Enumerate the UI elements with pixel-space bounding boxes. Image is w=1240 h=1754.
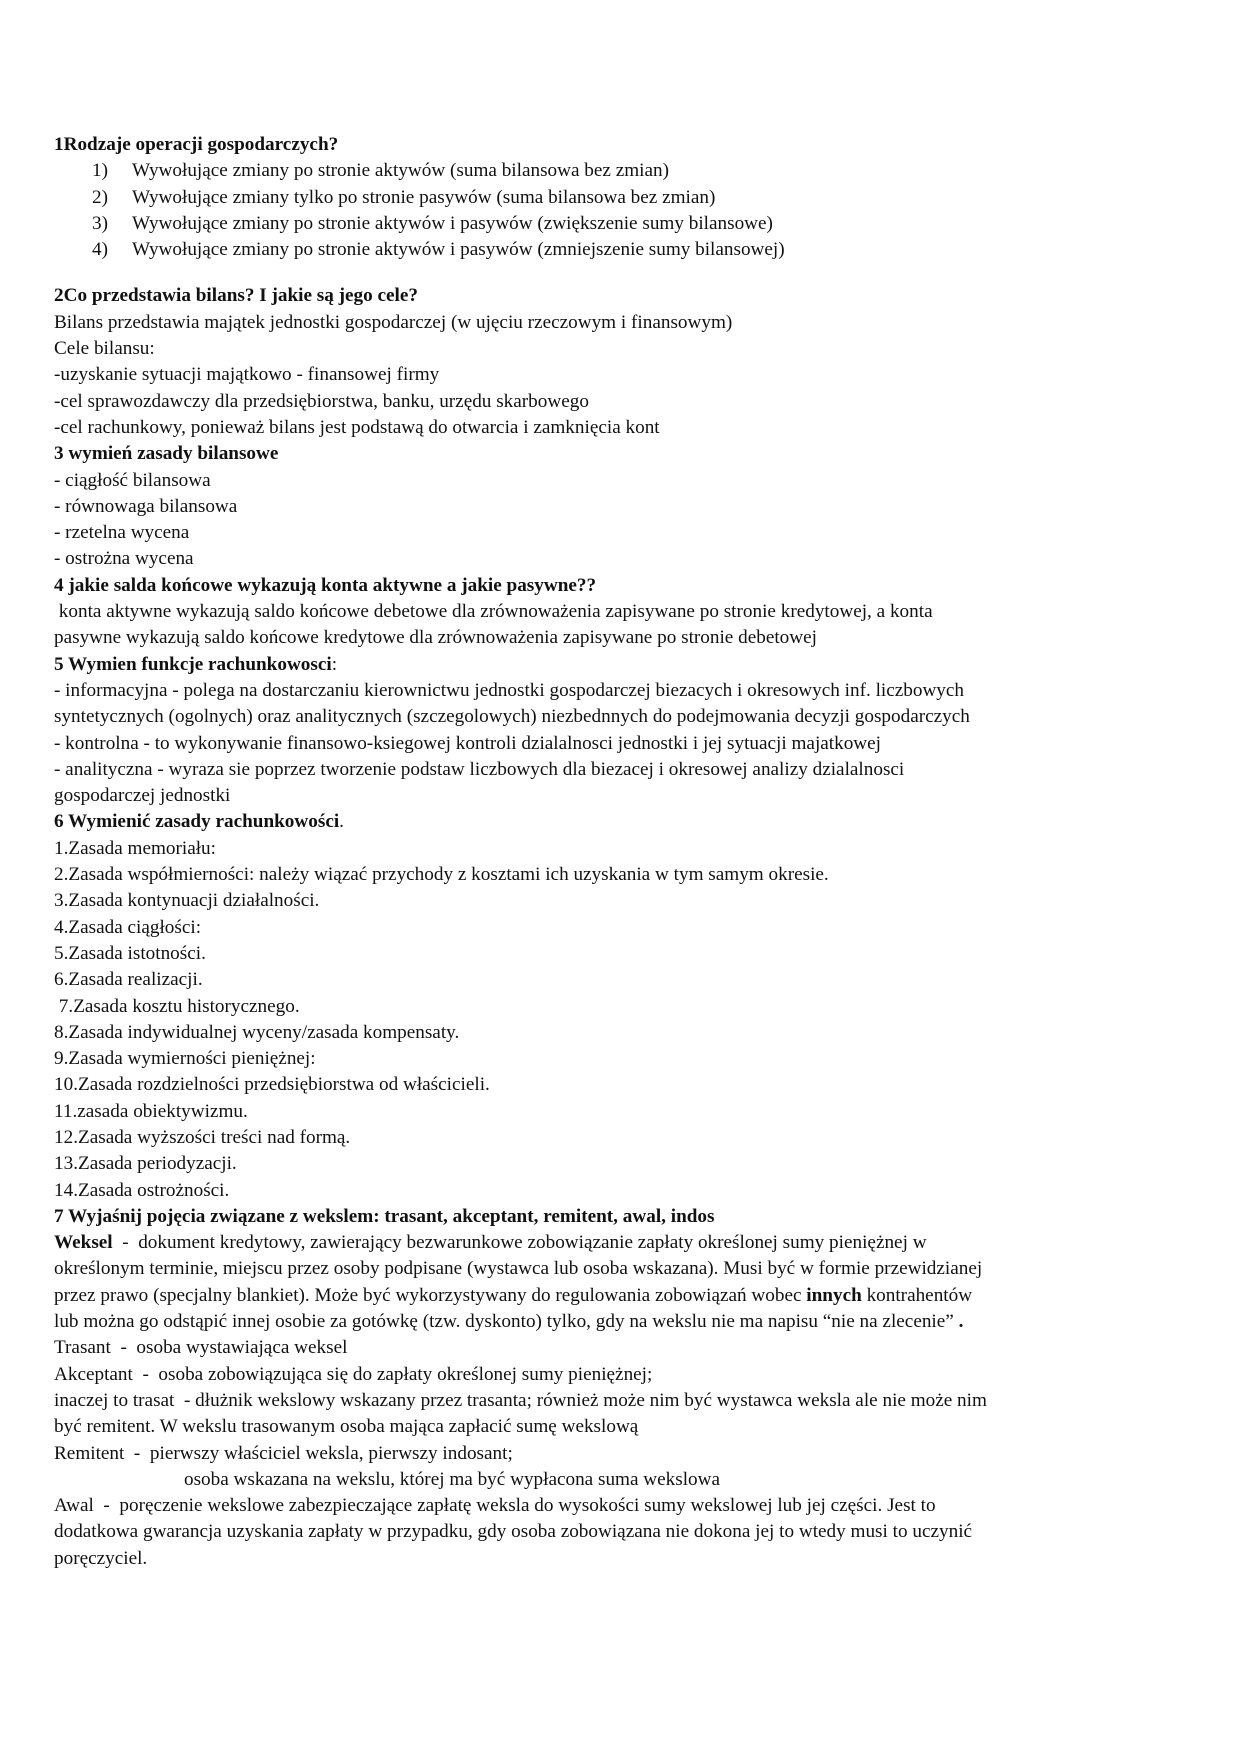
weksel-line-1 xyxy=(54,1230,1184,1256)
list-item: 14.Zasada ostrożności. xyxy=(54,1179,230,1201)
text-line: syntetycznych (ogolnych) oraz analitycznych (szczegolowych) niezbednnych do podejmowania decyzji gospodarczych xyxy=(54,706,970,728)
list-item: 3.Zasada kontynuacji działalności. xyxy=(54,890,320,912)
text-line: - informacyjna - polega na dostarczaniu kierownictwu jednostki gospodarczej biezacych i okresowych inf. liczbowych xyxy=(54,679,965,701)
list-item: 1.Zasada memoriału: xyxy=(54,837,216,859)
section-5-heading-suffix: : xyxy=(331,653,338,675)
section-6-heading xyxy=(54,809,1184,835)
list-item-number: 2) xyxy=(92,186,108,208)
list-item: 10.Zasada rozdzielności przedsiębiorstwa od właścicieli. xyxy=(54,1074,490,1096)
weksel-line-3 xyxy=(54,1283,1184,1309)
text-line: dodatkowa gwarancja uzyskania zapłaty w przypadku, gdy osoba zobowiązana nie dokona jej to wtedy musi to uczynić xyxy=(54,1521,973,1543)
list-item-text: Wywołujące zmiany po stronie aktywów i pasywów (zmniejszenie sumy bilansowej) xyxy=(132,239,785,261)
list-item: 11.zasada obiektywizmu. xyxy=(54,1100,248,1122)
section-4-heading: 4 jakie salda końcowe wykazują konta aktywne a jakie pasywne?? xyxy=(54,574,597,596)
text-line: konta aktywne wykazują saldo końcowe debetowe dla zrównoważenia zapisywane po stronie kredytowej, a konta xyxy=(54,601,933,623)
list-item: 13.Zasada periodyzacji. xyxy=(54,1153,237,1175)
list-item: 5.Zasada istotności. xyxy=(54,942,206,964)
section-5-heading xyxy=(54,652,1184,678)
section-5-heading-text: 5 Wymien funkcje rachunkowosci xyxy=(54,653,332,675)
weksel-last-dot: . xyxy=(958,1311,964,1333)
section-7-heading: 7 Wyjaśnij pojęcia związane z wekslem: trasant, akceptant, remitent, awal, indos xyxy=(54,1205,715,1227)
list-item: 8.Zasada indywidualnej wyceny/zasada kompensaty. xyxy=(54,1021,460,1043)
section-6-heading-suffix: . xyxy=(339,811,344,833)
weksel-bold-word: innych xyxy=(806,1284,862,1306)
list-item xyxy=(54,158,1184,184)
list-item xyxy=(54,237,1184,263)
list-item-number: 3) xyxy=(92,212,108,234)
text-line: inaczej to trasat - dłużnik wekslowy wskazany przez trasanta; również może nim być wystawca weksla ale nie może nim xyxy=(54,1389,987,1411)
list-item: 7.Zasada kosztu historycznego. xyxy=(54,995,300,1017)
text-line: gospodarczej jednostki xyxy=(54,785,231,807)
section-1-list xyxy=(54,158,1184,263)
section-1-heading: 1Rodzaje operacji gospodarczych? xyxy=(54,134,339,155)
text-line: pasywne wykazują saldo końcowe kredytowe dla zrównoważenia zapisywane po stronie debetowej xyxy=(54,627,817,649)
text-line: Akceptant - osoba zobowiązująca się do zapłaty określonej sumy pieniężnej; xyxy=(54,1363,653,1385)
text-line: Bilans przedstawia majątek jednostki gospodarczej (w ujęciu rzeczowym i finansowym) xyxy=(54,311,733,333)
text-line: Cele bilansu: xyxy=(54,338,155,360)
text-line: - równowaga bilansowa xyxy=(54,495,238,517)
list-item-text: Wywołujące zmiany po stronie aktywów (suma bilansowa bez zmian) xyxy=(132,160,669,182)
list-item-text: Wywołujące zmiany tylko po stronie pasywów (suma bilansowa bez zmian) xyxy=(132,186,716,208)
list-item xyxy=(54,211,1184,237)
weksel-line-4 xyxy=(54,1309,1184,1335)
weksel-after-bold: kontrahentów xyxy=(861,1284,973,1306)
weksel-term: Weksel xyxy=(54,1232,113,1254)
text-line: Trasant - osoba wystawiająca weksel xyxy=(54,1337,348,1359)
text-line: - rzetelna wycena xyxy=(54,522,190,544)
text-line: -cel sprawozdawczy dla przedsiębiorstwa, banku, urzędu skarbowego xyxy=(54,390,589,412)
list-item-number: 4) xyxy=(92,239,108,261)
text-line: - ciągłość bilansowa xyxy=(54,469,211,491)
list-item: 2.Zasada współmierności: należy wiązać przychody z kosztami ich uzyskania w tym samym okresie. xyxy=(54,864,829,886)
list-item: 12.Zasada wyższości treści nad formą. xyxy=(54,1126,351,1148)
section-6-heading-text: 6 Wymienić zasady rachunkowości xyxy=(54,811,340,833)
list-item: 4.Zasada ciągłości: xyxy=(54,916,202,938)
section-2-heading: 2Co przedstawia bilans? I jakie są jego cele? xyxy=(54,285,419,307)
list-item-number: 1) xyxy=(92,160,108,182)
list-item-text: Wywołujące zmiany po stronie aktywów i pasywów (zwiększenie sumy bilansowe) xyxy=(132,212,773,234)
text-line: -uzyskanie sytuacji majątkowo - finansowej firmy xyxy=(54,364,440,386)
document-page xyxy=(54,132,1184,1572)
text-line: Awal - poręczenie wekslowe zabezpieczające zapłatę weksla do wysokości sumy wekslowej lub jej części. Jest to xyxy=(54,1495,936,1517)
text-line: - analityczna - wyraza sie poprzez tworzenie podstaw liczbowych dla biezacej i okresowej analizy dzialalnosci xyxy=(54,758,905,780)
text-line: być remitent. W wekslu trasowanym osoba mająca zapłacić sumę wekslową xyxy=(54,1416,639,1438)
text-line: poręczyciel. xyxy=(54,1547,148,1569)
text-line: Remitent - pierwszy właściciel weksla, pierwszy indosant; xyxy=(54,1442,513,1464)
text-line: -cel rachunkowy, ponieważ bilans jest podstawą do otwarcia i zamknięcia kont xyxy=(54,416,660,438)
list-item: 9.Zasada wymierności pieniężnej: xyxy=(54,1048,316,1070)
weksel-line-4-text: lub można go odstąpić innej osobie za gotówkę (tzw. dyskonto) tylko, gdy na wekslu nie ma napisu “nie na zlecenie” xyxy=(54,1311,959,1333)
text-line: - kontrolna - to wykonywanie finansowo-ksiegowej kontroli dzialalnosci jednostki i jej sytuacji majatkowej xyxy=(54,732,882,754)
list-item xyxy=(54,185,1184,211)
section-3-heading: 3 wymień zasady bilansowe xyxy=(54,443,279,465)
list-item: 6.Zasada realizacji. xyxy=(54,969,203,991)
text-line: - ostrożna wycena xyxy=(54,548,194,570)
weksel-definition-start: - dokument kredytowy, zawierający bezwarunkowe zobowiązanie zapłaty określonej sumy pieniężnej w xyxy=(112,1232,927,1254)
text-line: określonym terminie, miejscu przez osoby podpisane (wystawca lub osoba wskazana). Musi być w formie przewidzianej xyxy=(54,1258,983,1280)
remitent-continuation: osoba wskazana na wekslu, której ma być wypłacona suma wekslowa xyxy=(184,1468,721,1490)
weksel-line-3-text: przez prawo (specjalny blankiet). Może być wykorzystywany do regulowania zobowiązań wobec xyxy=(54,1284,807,1306)
